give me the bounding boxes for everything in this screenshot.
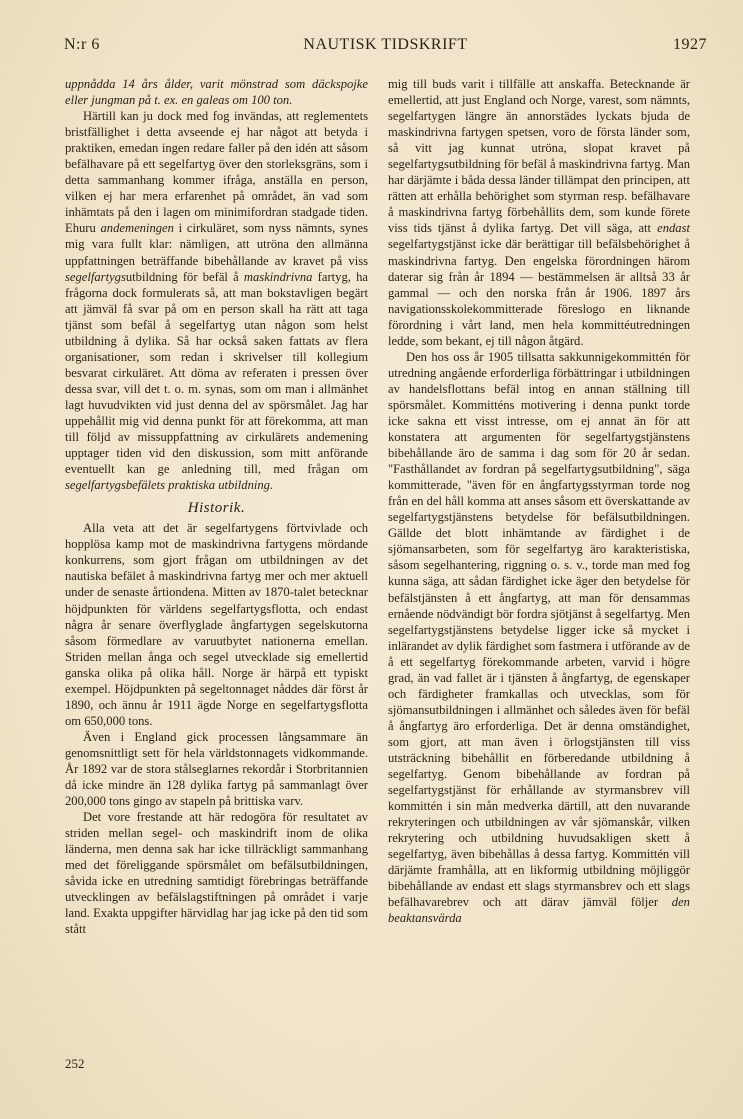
- year: 1927: [673, 36, 707, 53]
- left-column: [65, 76, 368, 937]
- issue-number: N:r 6: [64, 36, 100, 53]
- right-column: [388, 76, 690, 926]
- paragraph-4: Det vore frestande att här redogöra för resultatet av striden mellan segel- och maskindrift inom de olika länderna, men denna sak har icke tillräckligt sammanhang med det föreliggande spörsmålet om befälsutbildningen, såvida icke en utredning samtidigt förebringas beträffande utvecklingen av befälslagstiftningen på området i varje land. Exakta uppgifter härvidlag har jag icke på den tid som stått: [65, 810, 368, 937]
- page-header: [64, 36, 707, 60]
- page-number: 252: [65, 1056, 85, 1071]
- journal-title: NAUTISK TIDSKRIFT: [303, 36, 468, 53]
- paragraph-1: Härtill kan ju dock med fog invändas, att reglementets bristfällighet i detta avseende ej har något att betyda i praktiken, emedan ingen redare faller på den idén att såsom befälhavare på ett segelfartyg över den storleksgräns, som i detta sammanhang kommer ifråga, anställa en person, vilken ej har mera erfarenhet på området, än vad som inhämtats på den i lagen om minimifordran stadgade tiden. Ehuru andemeningen i cirkuläret, som nyss nämnts, synes mig vara fullt klar: nämligen, att utröna den allmänna uppfattningen beträffande bibehållande av kravet på viss segelfartygsutbildning för befäl å maskindrivna fartyg, ha frågorna dock formulerats så, att man bokstavligen begärt att jämväl få svar på om en person skall ha rätt att taga tjänst som befäl å segelfartyg utan någon som helst utbildning å dylika. Så har också saken fattats av flera organisationer, som redan i skrivelser till kollegium besvarat cirkuläret. Att döma av referaten i pressen över dessa svar, vill det t. o. m. synas, som om man i allmänhet lagt huvudvikten vid just denna del av spörsmålet. Jag har uppehållit mig vid denna punkt för att förekomma, att man till följd av missuppfattning av cirkulärets andemening upptager tiden vid den diskussion, som mitt anförande eventuellt kan ge anledning till, med frågan om segelfartygsbefälets praktiska utbildning.: [65, 109, 369, 493]
- paragraph-3: Även i England gick processen långsammare än genomsnittligt sett för hela världstonnagets vidkommande. År 1892 var de stora stålseglarnes rekordår i Storbritannien då icke mindre än 128 dylika fartyg på sammanlagt över 200,000 tons gingo av stapeln på brittiska varv.: [65, 729, 368, 809]
- paragraph-2: Alla veta att det är segelfartygens förtvivlade och hopplösa kamp mot de maskindrivna fartygens mördande konkurrens, som gjort frågan om utbildningen av det nautiska befälet å maskindrivna fartyg mer och mer aktuell under de senaste årtiondena. Mitten av 1870-talet betecknar höjdpunkten för världens segelfartygsflotta, och endast några år senare överflyglade ångfartygen segelskutorna såsom förmedlare av varuutbytet nationerna emellan. Striden mellan ånga och segel utvecklade sig emellertid ganska olika på olika håll. Norge är härpå ett typiskt exempel. Höjdpunkten på segeltonnaget nåddes där först år 1890, och ännu år 1911 ägde Norge en segelfartygsflotta om 650,000 tons.: [65, 521, 368, 728]
- section-heading: Historik.: [187, 500, 246, 517]
- intro-paragraph: uppnådda 14 års ålder, varit mönstrad som däckspojke eller jungman på t. ex. en galeas om 100 ton.: [65, 77, 368, 108]
- paragraph-5: mig till buds varit i tillfälle att anskaffa. Betecknande är emellertid, att just England och Norge, varest, som nämnts, segelfartygen längre än annorstädes lyckats bjuda de maskindrivna fartygen spetsen, voro de första länder som, så vitt jag kunnat utröna, slopat kravet på segelfartygsutbildning för befäl å maskindrivna fartyg. Man har därjämte i båda dessa länder tillämpat den principen, att rätten att erhålla behörighet som styrman resp. befälhavare å maskindrivna fartyg förbehållits dem, som kunde förete viss tids tjänst å dylika fartyg. Det vill säga, att endast segelfartygstjänst icke där berättigar till befälsbehörighet å maskindrivna fartyg. Den engelska förordningen härom daterar sig från år 1894 — bestämmelsen är alltså 33 år gammal — och den norska från år 1906. 1897 års navigationsskolekommitterade föreslogo en liknande förordning i vårt land, men hela kommittéutredningen ledde, som bekant, ej till någon åtgärd.: [388, 77, 691, 348]
- paragraph-6: Den hos oss år 1905 tillsatta sakkunnigekommittén för utredning angående erforderliga förbättringar i utbildningen av handelsflottans befäl intog en annan ställning till spörsmålet. Kommitténs motivering i denna punkt torde icke sakna ett visst intresse, om ej annat än för att konstatera att argumenten för segelfartygstjänstens bibehållande äro de samma i dag som för 20 år sedan. "Fasthållandet av fordran på segelfartygsutbildning", säga kommitterade, "även för en ångfartygsstyrman torde nog från en del håll komma att anses såsom ett överskattande av segelfartygstjänstens betydelse för befälsutbildningen. Gällde det blott inhämtande av färdighet i de sjömansarbeten, som för segelfartyg äro karakteristiska, såsom segelhantering, riggning o. s. v., torde man med fog kunna säga, att sådan färdighet icke äger den betydelse för befälstjänsten å ett ångfartyg, att man för densammas ernående nödvändigt bör fordra sjötjänst å segelfartyg. Men segelfartygstjänstens betydelse ligger icke så mycket i inlärandet av dylik färdighet som fastmera i utförande av de å ett segelfartyg förekommande arbeten, varvid i högre grad, än vad fallet är i tjänsten å ångfartyg, de egenskaper och färdigheter framkallas och utvecklas, som för sjömansutbildningen i allmänhet och således även för befäl å ångfartyg äro erforderliga. Det är denna omständighet, som gjort, att man även i örlogstjänsten till viss utsträckning bibehållit en förberedande utbildning å segelfartyg. Genom bibehållande av fordran på segelfartygstjänst för erhållande av styrmansbrev vill kommittén i sin mån medverka därtill, att den nuvarande rekryteringen och utbildningen av vår sjömanskår, vilken rekrytering och utbildning huvudsakligen skett å segelfartyg, även bibehållas å dessa fartyg. Kommittén vill därjämte framhålla, att en likformig utbildning möjliggör bibehållande av endast ett slags styrmansbrev och ett slags befälhavarebrev och att därav jämväl följer den beaktansvärda: [388, 349, 690, 926]
